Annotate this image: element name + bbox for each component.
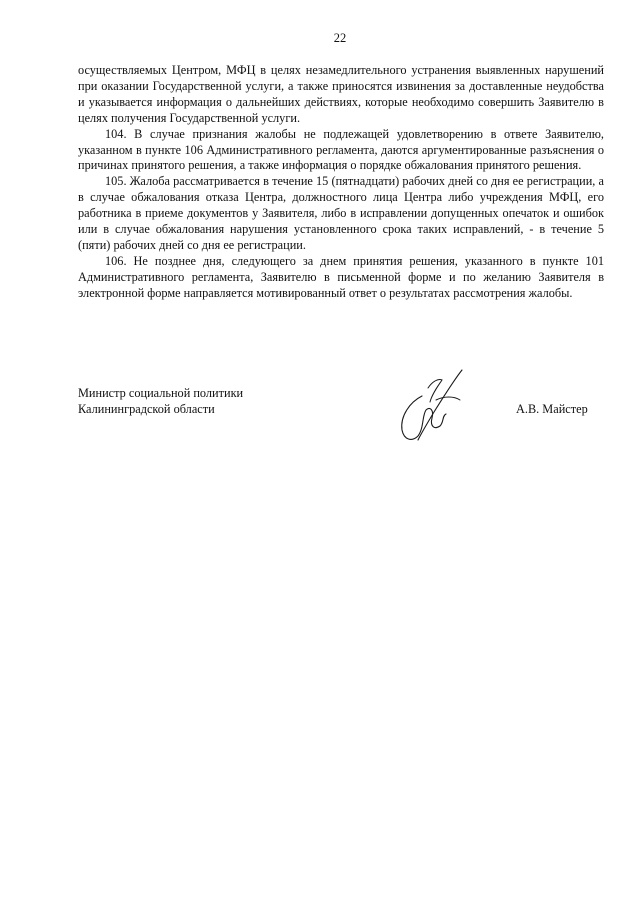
- handwritten-signature-icon: [392, 366, 472, 450]
- paragraph-105: 105. Жалоба рассматривается в течение 15 (пятнадцати) рабочих дней со дня ее регистрации, а в случае обжалования отказа Центра, должностного лица Центра либо учреждения МФЦ, его работника в приеме документов у Заявителя, либо в исправлении допущенных опечаток и ошибок или в случае обжалования нарушения установленного срока таких исправлений, - в течение 5 (пяти) рабочих дней со дня ее регистрации.: [78, 174, 604, 252]
- signatory-name: А.В. Майстер: [516, 402, 588, 416]
- paragraph-104: 104. В случае признания жалобы не подлежащей удовлетворению в ответе Заявителю, указанном в пункте 106 Административного регламента, даются аргументированные разъяснения о причинах принятого решения, а также информация о порядке обжалования принятого решения.: [78, 126, 604, 173]
- signatory-title: [78, 385, 243, 417]
- signatory-title-line2: Калининградской области: [78, 402, 215, 416]
- paragraph-continuation: осуществляемых Центром, МФЦ в целях незамедлительного устранения выявленных нарушений при оказании Государственной услуги, а также приносятся извинения за доставленные неудобства и указывается информация о дальнейших действиях, которые необходимо совершить Заявителю в целях получения Государственной услуги.: [78, 63, 604, 125]
- page-number: 22: [333, 31, 347, 45]
- paragraph-106: 106. Не позднее дня, следующего за днем принятия решения, указанного в пункте 101 Административного регламента, Заявителю в письменной форме и по желанию Заявителя в электронной форме направляется мотивированный ответ о результатах рассмотрения жалобы.: [78, 253, 604, 300]
- body-text: [78, 63, 604, 302]
- signatory-title-line1: Министр социальной политики: [78, 386, 244, 400]
